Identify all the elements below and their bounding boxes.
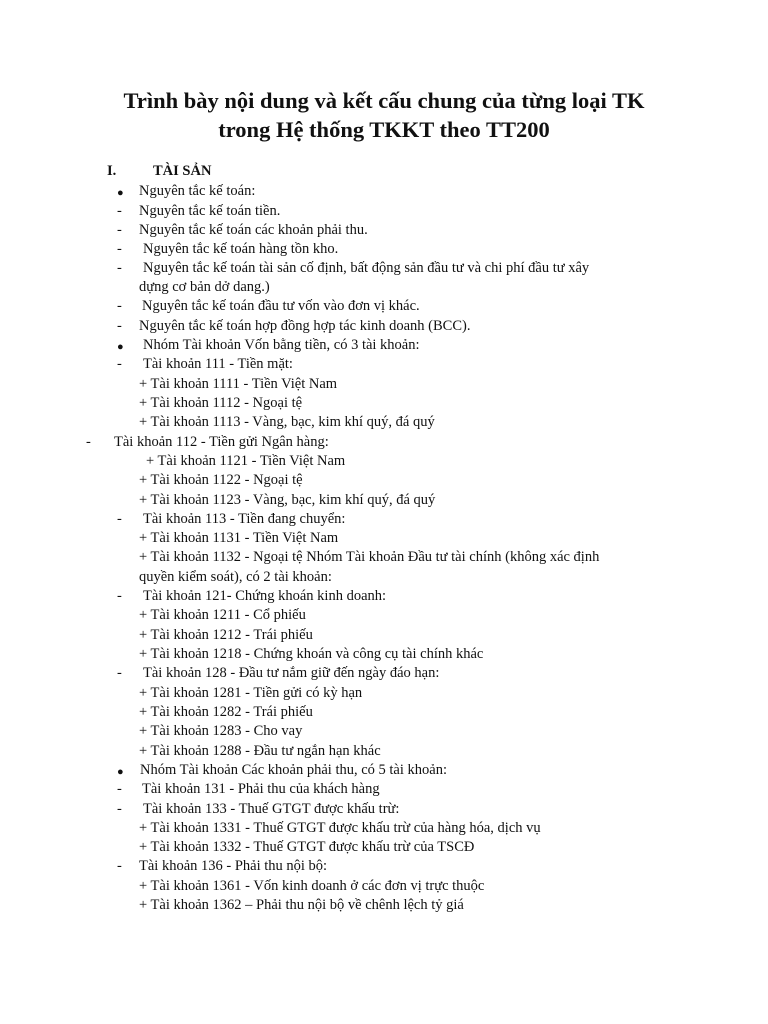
line-text: + Tài khoản 1281 - Tiền gửi có kỳ hạn [139,685,363,701]
line-text: Nhóm Tài khoản Vốn bằng tiền, có 3 tài khoản: [143,337,420,353]
line-text: Tài khoản 121- Chứng khoán kinh doanh: [143,588,387,604]
line-text: + Tài khoản 1361 - Vốn kinh doanh ở các đơn vị trực thuộc [139,878,485,894]
dash-marker: - [86,434,91,450]
dash-marker: - [117,241,122,257]
line-text: + Tài khoản 1131 - Tiền Việt Nam [139,530,339,546]
dash-marker: - [117,801,122,817]
line-text: Tài khoản 133 - Thuế GTGT được khấu trừ: [143,801,400,817]
line-text: Tài khoản 113 - Tiền đang chuyển: [143,511,346,527]
dash-marker: - [117,298,122,314]
line-text: Nguyên tắc kế toán hợp đồng hợp tác kinh doanh (BCC). [139,318,471,334]
dash-marker: - [117,260,122,276]
dash-marker: - [117,203,122,219]
dash-marker: - [117,858,122,874]
line-text: + Tài khoản 1112 - Ngoại tệ [139,395,303,411]
document-title [0,86,768,144]
line-text: Nhóm Tài khoản Các khoản phải thu, có 5 tài khoản: [140,762,447,778]
line-text: + Tài khoản 1288 - Đầu tư ngắn hạn khác [139,743,381,759]
line-text: + Tài khoản 1362 – Phải thu nội bộ về chênh lệch tỷ giá [139,897,464,913]
dash-marker: - [117,222,122,238]
line-text: Tài khoản 111 - Tiền mặt: [143,356,293,372]
line-text: quyền kiểm soát), có 2 tài khoản: [139,569,332,585]
dash-marker: - [117,511,122,527]
line-text: Tài khoản 128 - Đầu tư nắm giữ đến ngày đáo hạn: [143,665,440,681]
dash-marker: - [117,318,122,334]
line-text: + Tài khoản 1123 - Vàng, bạc, kim khí quý, đá quý [139,492,436,508]
line-text: Nguyên tắc kế toán: [139,183,256,199]
line-text: + Tài khoản 1121 - Tiền Việt Nam [146,453,346,469]
line-text: + Tài khoản 1331 - Thuế GTGT được khấu trừ của hàng hóa, dịch vụ [139,820,541,836]
section-number: I. [107,163,117,179]
dash-marker: - [117,665,122,681]
line-text: Nguyên tắc kế toán tiền. [139,203,281,219]
line-text: Nguyên tắc kế toán đầu tư vốn vào đơn vị khác. [142,298,420,314]
line-text: + Tài khoản 1282 - Trái phiếu [139,704,313,720]
dash-marker: - [117,356,122,372]
dash-marker: - [117,588,122,604]
line-text: + Tài khoản 1212 - Trái phiếu [139,627,313,643]
title-line-1: Trình bày nội dung và kết cấu chung của từng loại TK [123,88,645,113]
line-text: Nguyên tắc kế toán các khoản phải thu. [139,222,368,238]
line-text: + Tài khoản 1111 - Tiền Việt Nam [139,376,338,392]
section-title: TÀI SẢN [153,163,212,179]
line-text: dựng cơ bản dở dang.) [139,279,270,295]
bullet-marker: ● [117,766,124,778]
line-text: + Tài khoản 1122 - Ngoại tệ [139,472,303,488]
line-text: + Tài khoản 1211 - Cổ phiếu [139,607,306,623]
dash-marker: - [117,781,122,797]
line-text: + Tài khoản 1113 - Vàng, bạc, kim khí quý, đá quý [139,414,435,430]
line-text: Tài khoản 112 - Tiền gửi Ngân hàng: [114,434,329,450]
line-text: Nguyên tắc kế toán hàng tồn kho. [143,241,339,257]
line-text: Tài khoản 131 - Phải thu của khách hàng [142,781,380,797]
line-text: + Tài khoản 1332 - Thuế GTGT được khấu trừ của TSCĐ [139,839,475,855]
line-text: + Tài khoản 1218 - Chứng khoán và công cụ tài chính khác [139,646,484,662]
line-text: + Tài khoản 1283 - Cho vay [139,723,303,739]
bullet-marker: ● [117,187,124,199]
line-text: + Tài khoản 1132 - Ngoại tệ Nhóm Tài khoản Đầu tư tài chính (không xác định [139,549,600,565]
line-text: Tài khoản 136 - Phải thu nội bộ: [139,858,328,874]
bullet-marker: ● [117,341,124,353]
line-text: Nguyên tắc kế toán tài sản cố định, bất động sản đầu tư và chi phí đầu tư xây [143,260,590,276]
title-line-2: trong Hệ thống TKKT theo TT200 [218,117,550,142]
